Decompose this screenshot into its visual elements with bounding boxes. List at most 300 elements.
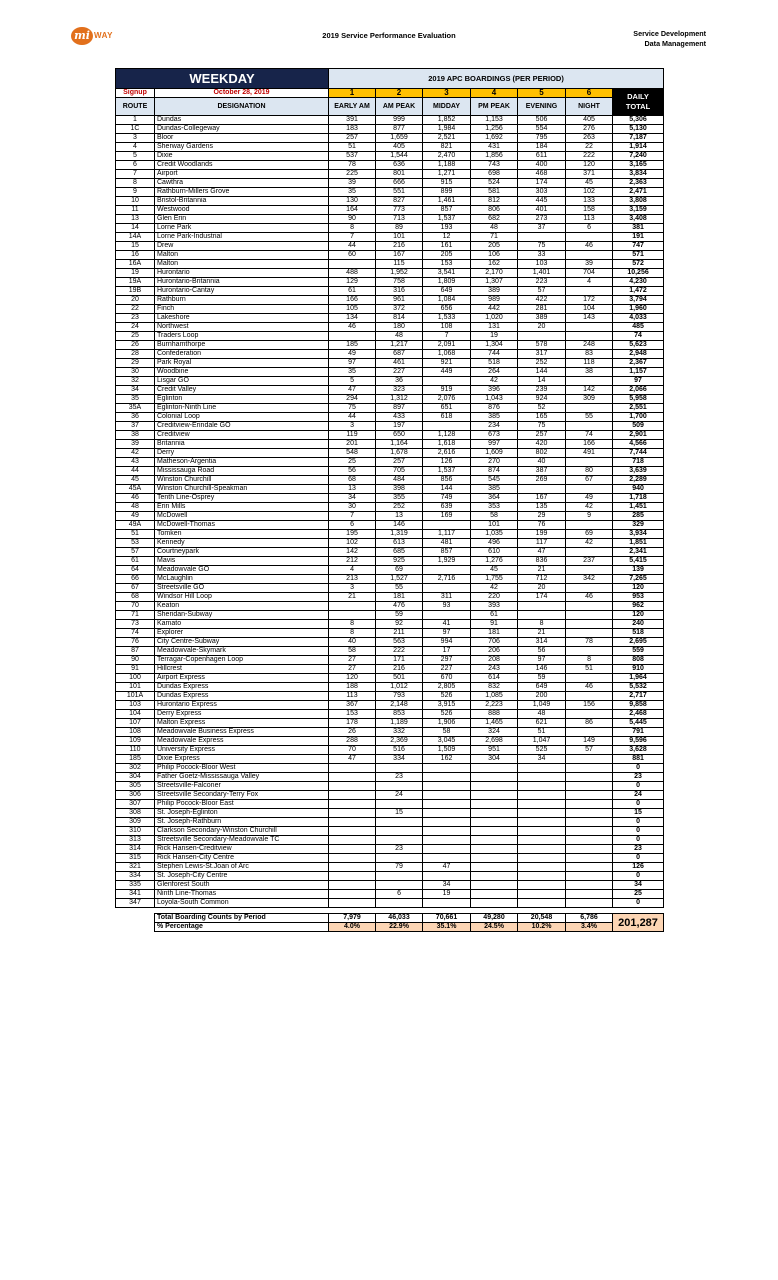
boarding-cell: 524 bbox=[471, 179, 518, 188]
boarding-cell bbox=[423, 809, 471, 818]
boarding-cell: 44 bbox=[329, 242, 376, 251]
boarding-cell bbox=[471, 872, 518, 881]
route-cell: 45 bbox=[116, 476, 155, 485]
designation-cell: Britannia bbox=[155, 440, 329, 449]
table-row bbox=[116, 143, 664, 152]
route-cell: 304 bbox=[116, 773, 155, 782]
daily-total-cell: 7,240 bbox=[613, 152, 664, 161]
table-row bbox=[116, 116, 664, 125]
route-cell: 29 bbox=[116, 359, 155, 368]
daily-total-cell: 120 bbox=[613, 611, 664, 620]
boarding-cell: 857 bbox=[423, 548, 471, 557]
designation-cell: Airport bbox=[155, 170, 329, 179]
table-row bbox=[116, 584, 664, 593]
table-row bbox=[116, 197, 664, 206]
designation-cell: Stephen Lewis-St.Joan of Arc bbox=[155, 863, 329, 872]
boarding-cell bbox=[471, 809, 518, 818]
boarding-cell: 90 bbox=[329, 215, 376, 224]
boarding-cell: 248 bbox=[566, 341, 613, 350]
logo-way: WAY bbox=[94, 31, 113, 40]
table-row bbox=[116, 179, 664, 188]
route-cell: 310 bbox=[116, 827, 155, 836]
boarding-cell: 551 bbox=[376, 188, 423, 197]
table-row bbox=[116, 692, 664, 701]
boarding-cell: 58 bbox=[329, 647, 376, 656]
boarding-cell bbox=[423, 836, 471, 845]
boarding-cell bbox=[329, 602, 376, 611]
boarding-cell bbox=[518, 836, 566, 845]
boarding-cell: 126 bbox=[423, 458, 471, 467]
boarding-cell: 49 bbox=[329, 350, 376, 359]
boarding-cell: 3 bbox=[329, 422, 376, 431]
boarding-cell: 548 bbox=[329, 449, 376, 458]
boarding-cell bbox=[566, 602, 613, 611]
route-cell: 25 bbox=[116, 332, 155, 341]
boarding-cell: 610 bbox=[471, 548, 518, 557]
route-cell: 35 bbox=[116, 395, 155, 404]
boarding-cell: 802 bbox=[518, 449, 566, 458]
boarding-cell: 1,188 bbox=[423, 161, 471, 170]
boarding-cell: 391 bbox=[329, 116, 376, 125]
route-cell: 67 bbox=[116, 584, 155, 593]
boarding-cell: 46 bbox=[566, 593, 613, 602]
boarding-cell: 1,465 bbox=[471, 719, 518, 728]
daily-total-cell: 0 bbox=[613, 854, 664, 863]
boarding-cell: 636 bbox=[376, 161, 423, 170]
boarding-cell: 181 bbox=[376, 593, 423, 602]
designation-cell: Rick Hansen-Creditview bbox=[155, 845, 329, 854]
boarding-cell bbox=[329, 872, 376, 881]
table-row bbox=[116, 656, 664, 665]
boarding-cell: 1,304 bbox=[471, 341, 518, 350]
boarding-cell: 223 bbox=[518, 278, 566, 287]
boarding-cell: 142 bbox=[566, 386, 613, 395]
period-header: NIGHT bbox=[566, 98, 613, 116]
period-percentage-cell: 35.1% bbox=[423, 923, 471, 932]
boarding-cell: 75 bbox=[518, 422, 566, 431]
route-cell: 309 bbox=[116, 818, 155, 827]
table-row bbox=[116, 305, 664, 314]
period-number: 3 bbox=[423, 89, 471, 98]
boarding-cell bbox=[518, 791, 566, 800]
table-row bbox=[116, 404, 664, 413]
weekday-banner: WEEKDAY bbox=[116, 69, 329, 89]
boarding-cell bbox=[423, 566, 471, 575]
boarding-cell bbox=[566, 782, 613, 791]
boarding-cell: 951 bbox=[471, 746, 518, 755]
table-row bbox=[116, 845, 664, 854]
table-row bbox=[116, 134, 664, 143]
boarding-cell: 4 bbox=[329, 566, 376, 575]
table-row bbox=[116, 809, 664, 818]
designation-cell: Airport Express bbox=[155, 674, 329, 683]
period-percentage-cell: 22.9% bbox=[376, 923, 423, 932]
boarding-cell: 554 bbox=[518, 125, 566, 134]
designation-cell: Winston Churchill-Speakman bbox=[155, 485, 329, 494]
boarding-cell: 39 bbox=[566, 260, 613, 269]
boarding-cell: 405 bbox=[566, 116, 613, 125]
boarding-cell: 704 bbox=[566, 269, 613, 278]
boarding-cell bbox=[329, 836, 376, 845]
boarding-cell: 1,012 bbox=[376, 683, 423, 692]
designation-cell: Glen Erin bbox=[155, 215, 329, 224]
designation-cell: Lisgar GO bbox=[155, 377, 329, 386]
table-row bbox=[116, 746, 664, 755]
boarding-cell: 899 bbox=[423, 188, 471, 197]
boarding-cell: 1,271 bbox=[423, 170, 471, 179]
route-cell: 49 bbox=[116, 512, 155, 521]
table-row bbox=[116, 251, 664, 260]
boarding-cell bbox=[566, 836, 613, 845]
daily-total-cell: 2,948 bbox=[613, 350, 664, 359]
boarding-cell: 115 bbox=[376, 260, 423, 269]
boarding-cell: 994 bbox=[423, 638, 471, 647]
boarding-cell bbox=[518, 872, 566, 881]
route-cell: 43 bbox=[116, 458, 155, 467]
boarding-cell: 698 bbox=[471, 170, 518, 179]
route-cell: 321 bbox=[116, 863, 155, 872]
boarding-cell bbox=[566, 872, 613, 881]
period-percentage-cell: 4.0% bbox=[329, 923, 376, 932]
boarding-cell: 211 bbox=[376, 629, 423, 638]
boarding-cell bbox=[423, 521, 471, 530]
boarding-cell: 309 bbox=[566, 395, 613, 404]
boarding-cell bbox=[566, 674, 613, 683]
boarding-cell bbox=[423, 899, 471, 908]
boarding-cell: 213 bbox=[329, 575, 376, 584]
boarding-cell bbox=[566, 764, 613, 773]
boarding-cell bbox=[566, 881, 613, 890]
boarding-cell: 385 bbox=[471, 413, 518, 422]
boarding-cell: 108 bbox=[423, 323, 471, 332]
boarding-cell: 323 bbox=[376, 386, 423, 395]
boarding-cell: 40 bbox=[329, 638, 376, 647]
boarding-cell: 1,164 bbox=[376, 440, 423, 449]
daily-total-cell: 3,408 bbox=[613, 215, 664, 224]
boarding-cell: 836 bbox=[518, 557, 566, 566]
boarding-cell: 516 bbox=[376, 746, 423, 755]
daily-total-cell: 7,187 bbox=[613, 134, 664, 143]
boarding-cell: 89 bbox=[376, 224, 423, 233]
boarding-cell: 21 bbox=[518, 629, 566, 638]
boarding-cell: 832 bbox=[471, 683, 518, 692]
boarding-cell: 491 bbox=[566, 449, 613, 458]
boarding-cell: 45 bbox=[471, 566, 518, 575]
boarding-cell bbox=[566, 620, 613, 629]
boarding-cell: 1,692 bbox=[471, 134, 518, 143]
boarding-cell: 1,856 bbox=[471, 152, 518, 161]
boarding-cell bbox=[518, 818, 566, 827]
period-total-cell: 49,280 bbox=[471, 914, 518, 923]
boarding-cell: 1,035 bbox=[471, 530, 518, 539]
boarding-cell bbox=[566, 521, 613, 530]
boarding-cell: 7 bbox=[329, 512, 376, 521]
boarding-cell bbox=[423, 845, 471, 854]
route-cell: 61 bbox=[116, 557, 155, 566]
boarding-cell: 67 bbox=[566, 476, 613, 485]
boarding-cell: 44 bbox=[329, 413, 376, 422]
designation-cell: Cawthra bbox=[155, 179, 329, 188]
table-row bbox=[116, 827, 664, 836]
designation-cell: McLaughlin bbox=[155, 575, 329, 584]
boarding-cell: 193 bbox=[423, 224, 471, 233]
designation-cell: Hurontario bbox=[155, 269, 329, 278]
boarding-cell: 2,076 bbox=[423, 395, 471, 404]
boarding-cell: 795 bbox=[518, 134, 566, 143]
daily-total-cell: 5,130 bbox=[613, 125, 664, 134]
daily-total-cell: 3,794 bbox=[613, 296, 664, 305]
route-cell: 110 bbox=[116, 746, 155, 755]
designation-cell: Malton bbox=[155, 251, 329, 260]
boarding-cell: 47 bbox=[329, 755, 376, 764]
route-cell: 5 bbox=[116, 152, 155, 161]
route-cell: 13 bbox=[116, 215, 155, 224]
boarding-cell: 468 bbox=[518, 170, 566, 179]
table-row bbox=[116, 521, 664, 530]
route-cell: 68 bbox=[116, 593, 155, 602]
daily-total-cell: 1,472 bbox=[613, 287, 664, 296]
table-row bbox=[116, 728, 664, 737]
period-number: 6 bbox=[566, 89, 613, 98]
boarding-cell: 1,544 bbox=[376, 152, 423, 161]
period-total-cell: 20,548 bbox=[518, 914, 566, 923]
boarding-cell: 7 bbox=[329, 233, 376, 242]
period-header: AM PEAK bbox=[376, 98, 423, 116]
boarding-cell: 93 bbox=[423, 602, 471, 611]
boarding-cell: 420 bbox=[518, 440, 566, 449]
boarding-cell: 353 bbox=[471, 503, 518, 512]
boarding-cell: 743 bbox=[471, 161, 518, 170]
boarding-cell: 518 bbox=[471, 359, 518, 368]
boarding-cell: 36 bbox=[376, 377, 423, 386]
designation-cell: Creditview-Erindale GO bbox=[155, 422, 329, 431]
boarding-cell: 793 bbox=[376, 692, 423, 701]
designation-cell: Father Goetz-Mississauga Valley bbox=[155, 773, 329, 782]
boarding-cell: 78 bbox=[329, 161, 376, 170]
table-row bbox=[116, 215, 664, 224]
boarding-cell: 2,616 bbox=[423, 449, 471, 458]
boarding-cell: 47 bbox=[329, 386, 376, 395]
boarding-cell bbox=[329, 764, 376, 773]
boarding-cell bbox=[566, 332, 613, 341]
boarding-cell: 252 bbox=[518, 359, 566, 368]
boarding-cell: 1,533 bbox=[423, 314, 471, 323]
boarding-cell: 68 bbox=[329, 476, 376, 485]
boarding-cell: 433 bbox=[376, 413, 423, 422]
table-row bbox=[116, 233, 664, 242]
boarding-cell: 29 bbox=[518, 512, 566, 521]
boarding-cell: 166 bbox=[329, 296, 376, 305]
table-row bbox=[116, 593, 664, 602]
designation-cell: Malton bbox=[155, 260, 329, 269]
boarding-cell: 744 bbox=[471, 350, 518, 359]
route-cell: 101A bbox=[116, 692, 155, 701]
designation-cell: Traders Loop bbox=[155, 332, 329, 341]
boarding-cell: 526 bbox=[423, 710, 471, 719]
boarding-cell: 167 bbox=[376, 251, 423, 260]
route-cell: 9 bbox=[116, 188, 155, 197]
boarding-cell: 22 bbox=[566, 143, 613, 152]
boarding-cell bbox=[471, 845, 518, 854]
designation-cell: Glenforest South bbox=[155, 881, 329, 890]
period-percentage-cell: 24.5% bbox=[471, 923, 518, 932]
boarding-cell: 856 bbox=[423, 476, 471, 485]
boarding-cell: 174 bbox=[518, 593, 566, 602]
boarding-cell: 1,312 bbox=[376, 395, 423, 404]
route-cell: 103 bbox=[116, 701, 155, 710]
route-cell: 44 bbox=[116, 467, 155, 476]
boarding-cell: 393 bbox=[471, 602, 518, 611]
boarding-cell: 989 bbox=[471, 296, 518, 305]
boarding-cell bbox=[329, 827, 376, 836]
boarding-cell: 1,128 bbox=[423, 431, 471, 440]
boarding-cell: 385 bbox=[471, 485, 518, 494]
totals-row bbox=[116, 914, 664, 923]
boarding-cell: 2,170 bbox=[471, 269, 518, 278]
boarding-cell: 758 bbox=[376, 278, 423, 287]
boarding-cell: 501 bbox=[376, 674, 423, 683]
route-cell: 314 bbox=[116, 845, 155, 854]
designation-cell: Meadowvale Business Express bbox=[155, 728, 329, 737]
table-row bbox=[116, 431, 664, 440]
daily-total-cell: 3,639 bbox=[613, 467, 664, 476]
boarding-cell: 270 bbox=[471, 458, 518, 467]
boarding-cell: 208 bbox=[471, 656, 518, 665]
boarding-cell: 153 bbox=[423, 260, 471, 269]
boarding-cell: 166 bbox=[566, 440, 613, 449]
table-row bbox=[116, 368, 664, 377]
boarding-cell bbox=[329, 332, 376, 341]
daily-total-cell: 1,964 bbox=[613, 674, 664, 683]
boarding-cell: 144 bbox=[423, 485, 471, 494]
daily-total-cell: 2,901 bbox=[613, 431, 664, 440]
designation-cell: Rick Hansen-City Centre bbox=[155, 854, 329, 863]
route-cell: 19A bbox=[116, 278, 155, 287]
boarding-cell bbox=[423, 584, 471, 593]
boarding-cell bbox=[518, 602, 566, 611]
boarding-cell: 19 bbox=[471, 332, 518, 341]
daily-total-cell: 5,445 bbox=[613, 719, 664, 728]
boarding-cell: 252 bbox=[376, 503, 423, 512]
table-row bbox=[116, 386, 664, 395]
boarding-cell bbox=[376, 872, 423, 881]
route-cell: 308 bbox=[116, 809, 155, 818]
boarding-cell: 1,527 bbox=[376, 575, 423, 584]
boarding-cell: 812 bbox=[471, 197, 518, 206]
route-cell: 11 bbox=[116, 206, 155, 215]
route-cell: 34 bbox=[116, 386, 155, 395]
period-total-cell: 46,033 bbox=[376, 914, 423, 923]
boarding-cell: 921 bbox=[423, 359, 471, 368]
table-row bbox=[116, 710, 664, 719]
boarding-cell: 97 bbox=[329, 359, 376, 368]
boarding-cell: 27 bbox=[329, 656, 376, 665]
period-total-cell: 6,786 bbox=[566, 914, 613, 923]
boarding-cell: 257 bbox=[376, 458, 423, 467]
route-cell: 64 bbox=[116, 566, 155, 575]
daily-total-cell: 962 bbox=[613, 602, 664, 611]
boarding-cell: 41 bbox=[423, 620, 471, 629]
boarding-cell: 281 bbox=[518, 305, 566, 314]
boarding-cell: 1,906 bbox=[423, 719, 471, 728]
boarding-cell: 1,276 bbox=[471, 557, 518, 566]
boarding-cell: 613 bbox=[376, 539, 423, 548]
boarding-cell bbox=[566, 827, 613, 836]
percentage-row bbox=[116, 923, 664, 932]
designation-cell: Sherway Gardens bbox=[155, 143, 329, 152]
boarding-cell: 5 bbox=[329, 377, 376, 386]
route-cell: 46 bbox=[116, 494, 155, 503]
boarding-cell bbox=[518, 854, 566, 863]
daily-total-cell: 747 bbox=[613, 242, 664, 251]
boarding-cell: 6 bbox=[566, 224, 613, 233]
boarding-cell bbox=[423, 872, 471, 881]
boarding-cell: 69 bbox=[566, 530, 613, 539]
route-cell: 15 bbox=[116, 242, 155, 251]
boarding-cell: 184 bbox=[518, 143, 566, 152]
boarding-cell: 401 bbox=[518, 206, 566, 215]
boarding-cell: 91 bbox=[471, 620, 518, 629]
designation-cell: Kennedy bbox=[155, 539, 329, 548]
boarding-cell: 33 bbox=[518, 251, 566, 260]
daily-total-cell: 0 bbox=[613, 827, 664, 836]
boarding-cell: 181 bbox=[471, 629, 518, 638]
boarding-cell: 877 bbox=[376, 125, 423, 134]
boarding-cell: 216 bbox=[376, 242, 423, 251]
boarding-cell: 180 bbox=[376, 323, 423, 332]
boarding-cell bbox=[566, 458, 613, 467]
route-cell: 36 bbox=[116, 413, 155, 422]
department-line-2: Data Management bbox=[644, 39, 706, 48]
designation-cell: Tenth Line-Osprey bbox=[155, 494, 329, 503]
designation-cell: Philip Pocock-Bloor West bbox=[155, 764, 329, 773]
route-cell: 53 bbox=[116, 539, 155, 548]
designation-cell: Lorne Park bbox=[155, 224, 329, 233]
table-row bbox=[116, 440, 664, 449]
boarding-cell bbox=[566, 611, 613, 620]
designation-cell: Dundas Express bbox=[155, 692, 329, 701]
designation-cell: St. Joseph-City Centre bbox=[155, 872, 329, 881]
designation-cell: Streetsville-Falconer bbox=[155, 782, 329, 791]
boarding-cell: 222 bbox=[376, 647, 423, 656]
boarding-cell: 30 bbox=[329, 503, 376, 512]
boarding-cell: 8 bbox=[329, 629, 376, 638]
boarding-cell: 656 bbox=[423, 305, 471, 314]
route-cell: 48 bbox=[116, 503, 155, 512]
boarding-cell: 294 bbox=[329, 395, 376, 404]
table-row bbox=[116, 557, 664, 566]
boarding-cell bbox=[471, 800, 518, 809]
boarding-cell: 806 bbox=[471, 206, 518, 215]
table-row bbox=[116, 323, 664, 332]
boarding-cell bbox=[566, 629, 613, 638]
table-row bbox=[116, 530, 664, 539]
boarding-cell bbox=[471, 827, 518, 836]
designation-cell: Burnhamthorpe bbox=[155, 341, 329, 350]
boarding-cell bbox=[518, 827, 566, 836]
route-cell: 26 bbox=[116, 341, 155, 350]
boarding-cell: 70 bbox=[329, 746, 376, 755]
designation-cell: Courtneypark bbox=[155, 548, 329, 557]
table-row bbox=[116, 863, 664, 872]
route-cell: 101 bbox=[116, 683, 155, 692]
period-number: 4 bbox=[471, 89, 518, 98]
table-row bbox=[116, 737, 664, 746]
boarding-cell bbox=[566, 863, 613, 872]
boarding-cell bbox=[566, 233, 613, 242]
boarding-cell: 876 bbox=[471, 404, 518, 413]
boarding-cell: 143 bbox=[566, 314, 613, 323]
